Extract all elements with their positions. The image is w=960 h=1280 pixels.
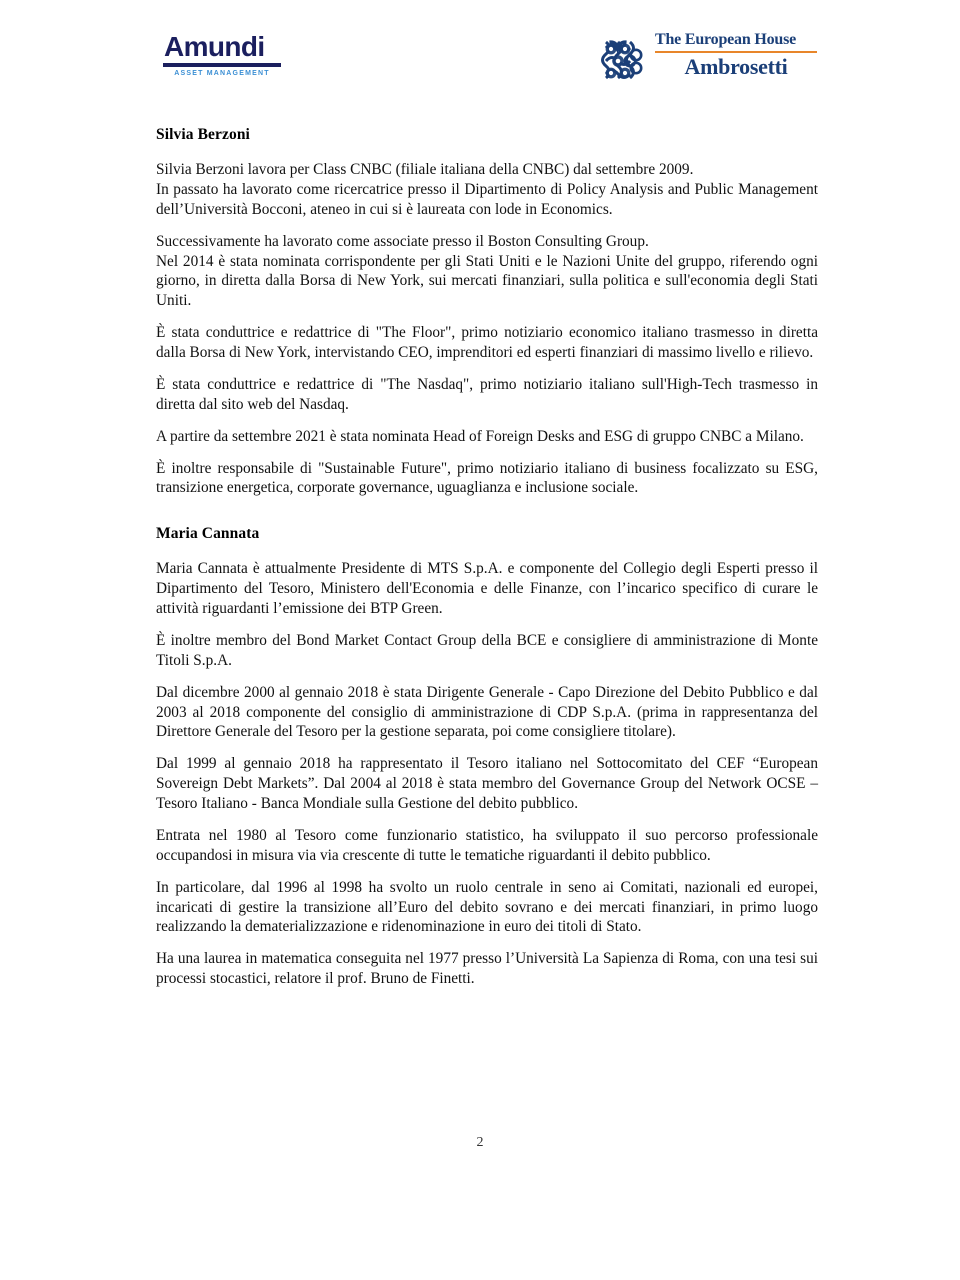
bio-paragraph: Dal 1999 al gennaio 2018 ha rappresentato il Tesoro italiano nel Sottocomitato del CEF “European Sovereign Debt Markets”. Dal 2004 al 2018 è stata membro del Governance Group del Network OCSE – Tesoro Italiano - Banca Mondiale sulla Gestione del debito pubblico. [156, 755, 818, 812]
bio-paragraph: In particolare, dal 1996 al 1998 ha svolto un ruolo centrale in seno ai Comitati, nazionali ed europei, incaricati di gestire la transizione all’Euro del debito sovrano e dei mercati finanziari, in primo luogo realizzando la dematerializzazione e ridenominazione in euro dei titoli di Stato. [156, 878, 818, 936]
page-title: Silvia Berzoni [156, 126, 250, 143]
bio-paragraph: Nel 2014 è stata nominata corrispondente per gli Stati Uniti e le Nazioni Unite del gruppo, riferendo ogni giorno, in diretta dalla Borsa di New York, sui mercati finanziari, sulla politica e sull'economia degli Stati Uniti. [156, 252, 818, 310]
bio-paragraph: È stata conduttrice e redattrice di "The Floor", primo notiziario economico italiano trasmesso in diretta dalla Borsa di New York, intervistando CEO, imprenditori ed esperti finanziari di massimo livello e rilievo. [156, 324, 818, 361]
ambrosetti-text-block [655, 30, 820, 79]
interlocking-knot-icon [598, 36, 650, 86]
page-footer [0, 1133, 960, 1151]
bio-paragraph: Entrata nel 1980 al Tesoro come funzionario statistico, ha sviluppato il suo percorso professionale occupandosi in misura via via crescente di tutte le tematiche riguardanti il debito pubblico. [156, 826, 818, 864]
bio-paragraph: Ha una laurea in matematica conseguita nel 1977 presso l’Università La Sapienza di Roma, con una tesi sui processi stocastici, relatore il prof. Bruno de Finetti. [156, 950, 818, 988]
bio-paragraph: In passato ha lavorato come ricercatrice presso il Dipartimento di Policy Analysis and Public Management dell’Università Bocconi, ateneo in cui si è laureata con lode in Economics. [156, 180, 818, 218]
bio-paragraph: È stata conduttrice e redattrice di "The Nasdaq", primo notiziario italiano sull'High-Tech trasmesso in diretta dal sito web del Nasdaq. [156, 375, 818, 413]
ambrosetti-logo [598, 30, 820, 92]
amundi-logo [163, 33, 288, 77]
ambrosetti-line-2: Ambrosetti [684, 54, 788, 80]
bio-paragraph: Dal dicembre 2000 al gennaio 2018 è stata Dirigente Generale - Capo Direzione del Debito Pubblico e dal 2003 al 2018 componente del consiglio di amministrazione di CDP S.p.A. (prima in rappresentanza del Direttore Generale del Tesoro per la gestione separata, poi come consigliere titolare). [156, 683, 818, 741]
section-title: Maria Cannata [156, 525, 260, 543]
bio-paragraph: È inoltre responsabile di "Sustainable Future", primo notiziario italiano di business focalizzato su ESG, transizione energetica, corporate governance, uguaglianza e inclusione sociale. [156, 459, 818, 497]
document-body [156, 126, 818, 989]
ambrosetti-orange-rule [655, 51, 817, 53]
bio-section-silvia-berzoni [156, 126, 818, 498]
bio-paragraph: Maria Cannata è attualmente Presidente di MTS S.p.A. e componente del Collegio degli Esperti presso il Dipartimento del Tesoro, Ministero dell'Economia e delle Finanze, con l’incarico specifico di curare le attività riguardanti l’emissione dei BTP Green. [156, 560, 818, 617]
bio-paragraph: Successivamente ha lavorato come associate presso il Boston Consulting Group. [156, 232, 649, 250]
page-number: 2 [476, 1135, 484, 1150]
bio-paragraph: Silvia Berzoni lavora per Class CNBC (filiale italiana della CNBC) dal settembre 2009. [156, 161, 694, 178]
amundi-wordmark: Amundi [164, 31, 265, 62]
amundi-tagline: ASSET MANAGEMENT [174, 70, 270, 77]
amundi-logo-rule [163, 63, 281, 67]
ambrosetti-line-1: The European House [655, 31, 797, 48]
bio-paragraph: È inoltre membro del Bond Market Contact Group della BCE e consigliere di amministrazione di Monte Titoli S.p.A. [156, 631, 818, 669]
page-header [0, 0, 960, 112]
bio-section-maria-cannata [156, 525, 818, 989]
bio-paragraph: A partire da settembre 2021 è stata nominata Head of Foreign Desks and ESG di gruppo CNBC a Milano. [156, 427, 804, 445]
